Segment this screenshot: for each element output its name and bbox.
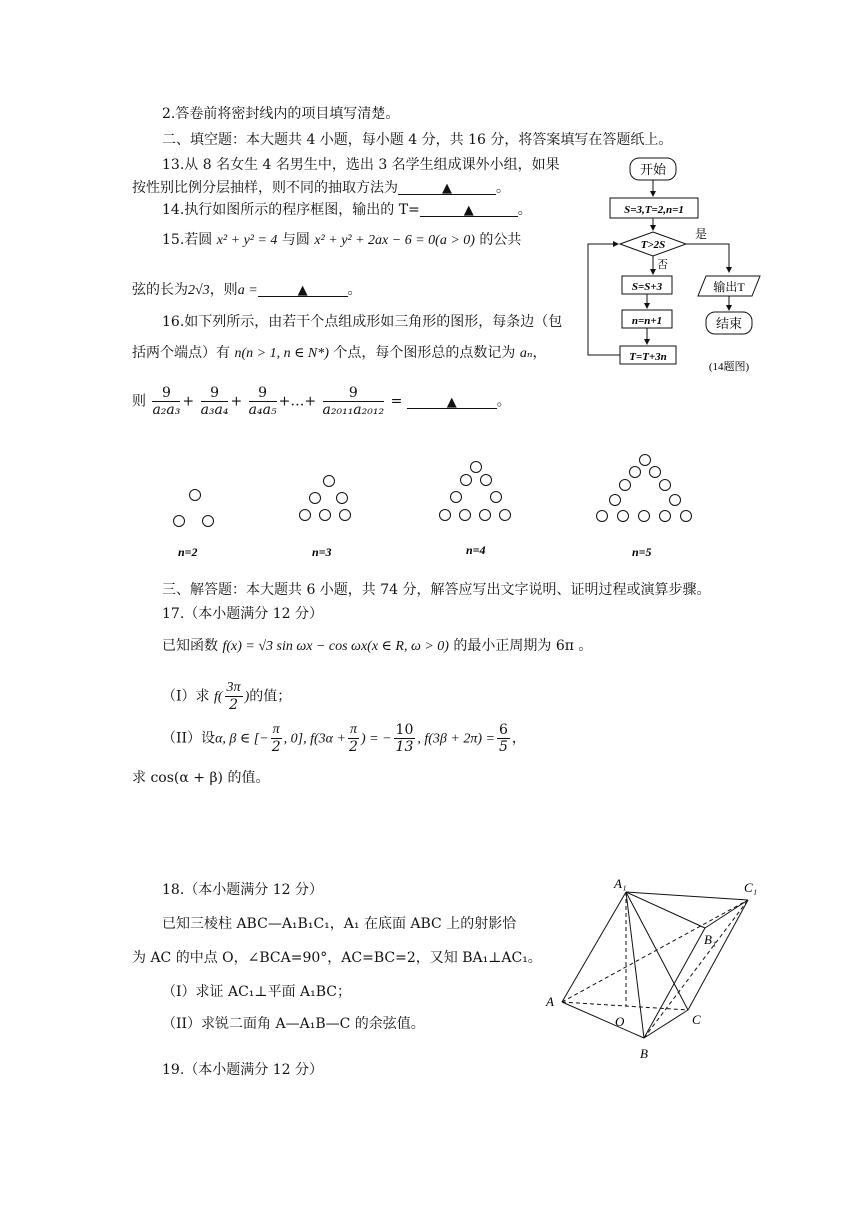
fraction: $\frac{\pi}{2}$: [349, 722, 358, 755]
svg-text:B₁: B₁: [704, 932, 717, 947]
note-line: 2.答卷前将密封线内的项目填写清楚。: [162, 106, 400, 122]
question-16-line1: 16.如下列所示，由若干个点组成形如三角形的图形，每条边（包: [162, 314, 563, 330]
question-19-heading: 19.（本小题满分 12 分）: [162, 1062, 323, 1078]
svg-text:n=n+1: n=n+1: [631, 315, 663, 327]
section-2-heading: 二、填空题：本大题共 4 小题，每小题 4 分，共 16 分，将答案填写在答题纸上。: [162, 132, 673, 148]
fraction: $\frac{9}{\text{a₂₀₁₁a₂₀₁₂}}$: [322, 385, 385, 418]
fraction: $\frac{10}{13}$: [395, 722, 414, 755]
svg-text:T>2S: T>2S: [640, 239, 666, 251]
flowchart-figure: [582, 150, 782, 386]
answer-blank-16: ▲: [407, 392, 497, 409]
prism-figure: [540, 872, 780, 1068]
answer-blank-13: ▲: [398, 178, 496, 195]
question-14: 14.执行如图所示的程序框图，输出的 T= ▲ 。: [162, 202, 532, 218]
question-18-part1: （I）求证 AC₁⊥平面 A₁BC；: [162, 984, 352, 1000]
fraction: $\frac{9}{\text{a₂a₃}}$: [152, 385, 181, 418]
svg-text:T=T+3n: T=T+3n: [629, 351, 667, 363]
answer-blank-14: ▲: [420, 200, 518, 217]
fraction: $\frac{\pi}{2}$: [271, 722, 281, 755]
question-17-part2-cont: 求 cos(α + β) 的值。: [132, 770, 270, 786]
svg-text:C₁: C₁: [744, 880, 758, 895]
svg-text:A₁: A₁: [614, 876, 627, 891]
svg-text:输出T: 输出T: [713, 280, 745, 294]
question-17-part1: （I）求 f( $\frac{3\pi}{2}$ )的值；: [162, 680, 292, 713]
section-3-heading: 三、解答题：本大题共 6 小题，共 74 分，解答应写出文字说明、证明过程或演算步骤。: [162, 582, 711, 598]
question-13-line2: 按性别比例分层抽样，则不同的抽取方法为 ▲ 。: [132, 180, 510, 196]
dot-triangles-figure: [160, 450, 720, 570]
dots-label-n3: n=3: [312, 545, 332, 559]
question-15-line1: 15.若圆 x² + y² = 4 与圆 x² + y² + 2ax − 6 = 0(a > 0) 的公共: [162, 232, 522, 248]
question-17-stem: 已知函数 f(x) = √3 sin ωx − cos ωx(x ∈ R, ω > 0) 的最小正周期为 6π 。: [162, 638, 593, 654]
question-16-line2: 括两个端点）有 n(n > 1, n ∈ N*) 个点，每个图形总的点数记为 aₙ，: [132, 345, 547, 361]
question-17-heading: 17.（本小题满分 12 分）: [162, 606, 323, 622]
svg-text:O: O: [615, 1014, 625, 1029]
dots-label-n2: n=2: [178, 545, 198, 559]
svg-text:B: B: [640, 1046, 648, 1061]
svg-text:S=S+3: S=S+3: [631, 281, 663, 293]
svg-text:C: C: [692, 1012, 701, 1027]
dots-label-n5: n=5: [632, 545, 652, 559]
svg-text:S=3,T=2,n=1: S=3,T=2,n=1: [624, 204, 684, 216]
dots-label-n4: n=4: [466, 543, 486, 557]
svg-text:A: A: [546, 994, 554, 1009]
svg-text:(14题图): (14题图): [708, 361, 750, 373]
question-16-line3: 则 $\frac{9}{\text{a₂a₃}}$ + $\frac{9}{\text{a₃a₄}}$ + $\frac{9}{\text{a₄a₅}}$ +…+ $\frac{9}{\text{a₂₀₁₁a₂₀₁₂}}$ = ▲ 。: [132, 385, 511, 418]
question-13-line1: 13.从 8 名女生 4 名男生中，选出 3 名学生组成课外小组，如果: [162, 157, 560, 173]
svg-text:是: 是: [695, 227, 708, 241]
svg-text:否: 否: [657, 259, 668, 271]
question-18-line2: 为 AC 的中点 O，∠BCA=90°，AC=BC=2，又知 BA₁⊥AC₁。: [132, 950, 542, 966]
question-18-line1: 已知三棱柱 ABC—A₁B₁C₁，A₁ 在底面 ABC 上的射影恰: [162, 916, 517, 932]
fraction: $\frac{9}{\text{a₃a₄}}$: [200, 385, 229, 418]
question-18-heading: 18.（本小题满分 12 分）: [162, 882, 323, 898]
svg-text:结束: 结束: [715, 316, 743, 331]
svg-text:开始: 开始: [639, 162, 667, 177]
fraction: $\frac{9}{\text{a₄a₅}}$: [248, 385, 277, 418]
fraction: $\frac{6}{5}$: [498, 722, 508, 755]
answer-blank-15: ▲: [258, 280, 348, 297]
question-15-line2: 弦的长为2√3，则a = ▲ 。: [132, 282, 362, 298]
question-18-part2: （II）求锐二面角 A—A₁B—C 的余弦值。: [162, 1016, 425, 1032]
question-17-part2: （II）设α, β ∈ [− $\frac{\pi}{2}$ , 0], f(3α + $\frac{\pi}{2}$ ) = − $\frac{10}{13}$ , f(3β + 2π) = $\frac{6}{5}$ ，: [162, 722, 526, 755]
fraction: $\frac{3\pi}{2}$: [226, 680, 241, 713]
